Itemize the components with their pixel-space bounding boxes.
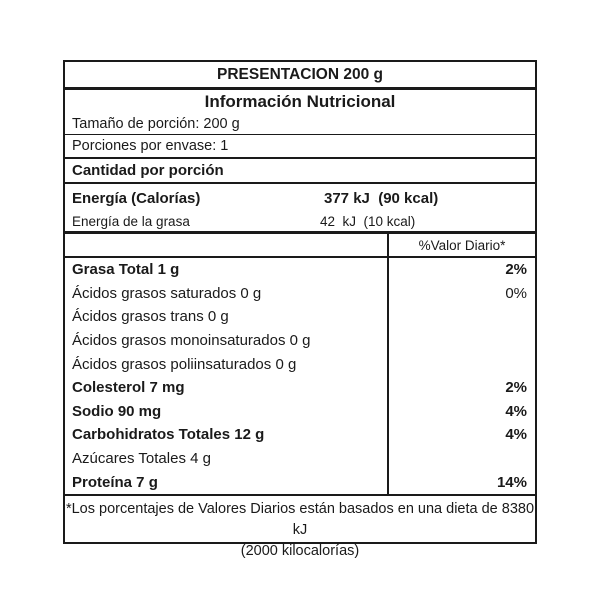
nutrient-row: [65, 352, 535, 376]
energy-value: 377 kJ (90 kcal): [324, 189, 439, 207]
nutrient-name: Ácidos grasos monoinsaturados 0 g: [72, 332, 311, 350]
serving-size: Tamaño de porción: 200 g: [65, 114, 535, 135]
nutrient-name: Ácidos grasos saturados 0 g: [72, 284, 262, 302]
nutrient-daily-value: [387, 352, 535, 376]
footnote-line-1: *Los porcentajes de Valores Diarios están basados en una dieta de 8380 kJ: [65, 500, 535, 538]
nutrient-name: Ácidos grasos trans 0 g: [72, 308, 229, 326]
nutrient-row: [65, 305, 535, 329]
daily-value-header: %Valor Diario*: [387, 234, 535, 256]
nutrient-name: Grasa Total 1 g: [72, 261, 180, 279]
nutrient-row: [65, 376, 535, 400]
nutrient-name: Azúcares Totales 4 g: [72, 450, 211, 468]
nutrient-name: Sodio 90 mg: [72, 402, 162, 420]
energy-row: [65, 184, 535, 212]
nutrient-daily-value: 2%: [387, 376, 535, 400]
nutrient-row: [65, 258, 535, 282]
nutrient-daily-value: 4%: [387, 423, 535, 447]
nutrient-row: [65, 470, 535, 494]
label-title: Información Nutricional: [204, 92, 396, 111]
nutrient-daily-value: 2%: [387, 258, 535, 282]
amount-per-serving-header: Cantidad por porción: [65, 159, 535, 184]
nutrient-row: [65, 447, 535, 471]
fat-energy-label: Energía de la grasa: [72, 214, 190, 229]
daily-value-footnote: [65, 494, 535, 559]
nutrition-label: [63, 60, 537, 559]
footnote-line-2: (2000 kilocalorías): [240, 542, 360, 559]
energy-label: Energía (Calorías): [72, 189, 201, 207]
servings-per-package: Porciones por envase: 1: [65, 135, 535, 159]
fat-energy-value: 42 kJ (10 kcal): [320, 214, 416, 229]
daily-value-header-row: [65, 234, 535, 258]
nutrient-daily-value: 14%: [387, 470, 535, 494]
nutrient-name: Proteína 7 g: [72, 473, 158, 491]
nutrient-daily-value: 4%: [387, 400, 535, 424]
presentation-header: PRESENTACION 200 g: [65, 62, 535, 90]
nutrient-row: [65, 329, 535, 353]
nutrient-name: Ácidos grasos poliinsaturados 0 g: [72, 355, 297, 373]
fat-energy-row: [65, 212, 535, 234]
nutrient-daily-value: [387, 447, 535, 471]
nutrient-name: Carbohidratos Totales 12 g: [72, 426, 265, 444]
nutrient-row: [65, 423, 535, 447]
nutrient-row: [65, 282, 535, 306]
nutrient-name: Colesterol 7 mg: [72, 379, 185, 397]
nutrient-row: [65, 400, 535, 424]
nutrient-daily-value: [387, 305, 535, 329]
nutrient-daily-value: [387, 329, 535, 353]
nutrient-daily-value: 0%: [387, 282, 535, 306]
